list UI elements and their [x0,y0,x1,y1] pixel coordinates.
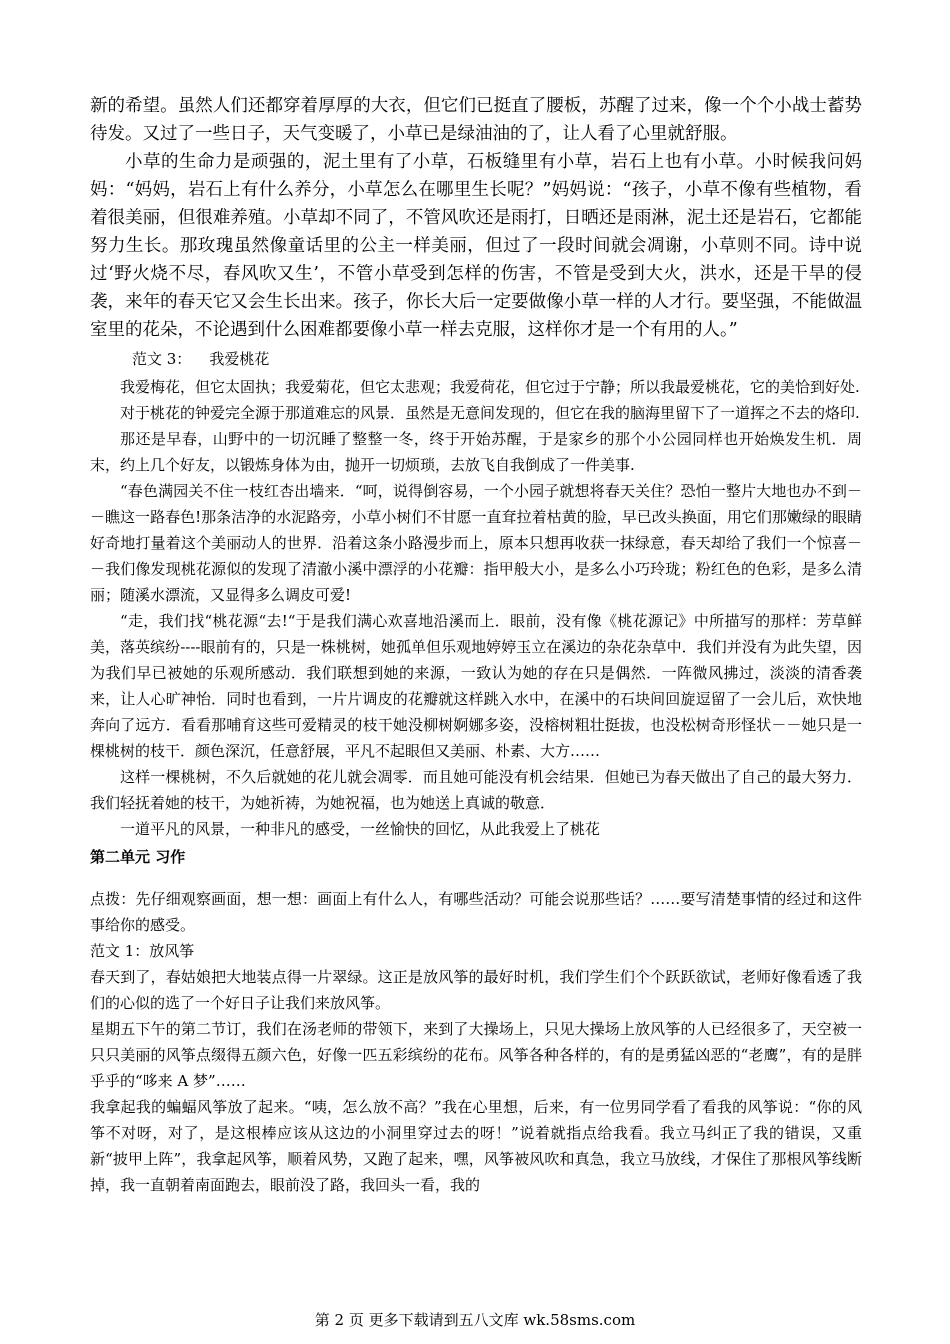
essay-title-text: 我爱桃花 [209,350,270,368]
paragraph: 一道平凡的风景，一种非凡的感受，一丝愉快的回忆，从此我爱上了桃花 [120,820,601,838]
paragraph: 这样一棵桃树，不久后就她的花儿就会凋零．而且她可能没有机会结果．但她已为春天做出了自己的最大努力．我们轻抚着她的枝干，为她祈祷，为她祝福，也为她送上真诚的敬意． [90,768,862,812]
paragraph: 我拿起我的蝙蝠风筝放了起来。“咦，怎么放不高？”我在心里想，后来，有一位男同学看了看我的风筝说：“你的风筝不对呀，对了，是这根棒应该从这边的小洞里穿过去的呀！”说着就指点给我看。我立马纠正了我的错误，又重新“披甲上阵”，我拿起风筝，顺着风势，又跑了起来，嘿，风筝被风吹和真急，我立马放线，才保住了那根风筝线断掉，我一直朝着南面跑去，眼前没了路，我回头一看，我的 [90,1098,862,1194]
page-footer: 第 2 页 更多下载请到五八文库 wk.58sms.com [314,1311,636,1329]
paragraph: 春天到了，春姑娘把大地装点得一片翠绿。这正是放风筝的最好时机，我们学生们个个跃跃欲试，老师好像看透了我们的心似的选了一个好日子让我们来放风筝。 [90,968,862,1012]
paragraph: “春色满园关不住一枝红杏出墙来．“呵，说得倒容易，一个小园子就想将春天关住？恐怕一整片大地也办不到－－瞧这一路春色!那条洁净的水泥路旁，小草小树们不甘愿一直耷拉着枯黄的脸，早已改头换面，用它们那嫩绿的眼睛好奇地打量着这个美丽动人的世界．沿着这条小路漫步而上，原本只想再收获一抹绿意，春天却给了我们一个惊喜－－我们像发现桃花源似的发现了清澈小溪中漂浮的小花瓣：指甲般大小，是多么小巧玲珑；粉红色的色彩，是多么清丽；随溪水漂流，又显得多么调皮可爱! [90,482,862,604]
paragraph: 我爱梅花，但它太固执；我爱菊花，但它太悲观；我爱荷花，但它过于宁静；所以我最爱桃花，它的美恰到好处. [120,378,860,396]
essay-label: 范文 3： [132,350,192,368]
essay-title [90,346,862,372]
paragraph: 对于桃花的钟爱完全源于那道难忘的风景．虽然是无意间发现的，但它在我的脑海里留下了一道挥之不去的烙印. [120,404,860,422]
paragraph: 星期五下午的第二节订，我们在汤老师的带领下，来到了大操场上，只见大操场上放风筝的人已经很多了，天空被一只只美丽的风筝点缀得五颜六色，好像一匹五彩缤纷的花布。风筝各种各样的，有的是勇猛凶恶的“老鹰”，有的是胖乎乎的“哆来 A 梦”…… [90,1020,862,1090]
paragraph: 那还是早春，山野中的一切沉睡了整整一冬，终于开始苏醒，于是家乡的那个小公园同样也开始焕发生机．周末，约上几个好友，以锻炼身体为由，抛开一切烦琐，去放飞自我倒成了一件美事. [90,430,862,474]
tip-paragraph: 点拨：先仔细观察画面，想一想：画面上有什么人，有哪些活动？可能会说那些话？……要写清楚事情的经过和这件事给你的感受。 [90,890,862,934]
paragraph: “走，我们找“桃花源“去!“于是我们满心欢喜地沿溪而上．眼前，没有像《桃花源记》中所描写的那样：芳草鲜美，落英缤纷----眼前有的，只是一株桃树，她孤单但乐观地婷婷玉立在溪边的杂花杂草中．我们并没有为此失望，因为我们早已被她的乐观所感动．我们联想到她的来源，一致认为她的存在只是偶然．一阵微风拂过，淡淡的清香袭来，让人心旷神怡．同时也看到，一片片调皮的花瓣就这样跳入水中，在溪中的石块间回旋逗留了一会儿后，欢快地奔向了远方．看看那哺育这些可爱精灵的枝干她没柳树婀娜多姿，没榕树粗壮挺拔，也没松树奇形怪状－－她只是一棵桃树的枝干．颜色深沉，任意舒展，平凡不起眼但又美丽、朴素、大方…… [90,612,862,760]
paragraph: 小草的生命力是顽强的，泥土里有了小草，石板缝里有小草，岩石上也有小草。小时候我问妈妈：“妈妈，岩石上有什么养分，小草怎么在哪里生长呢？”妈妈说：“孩子，小草不像有些植物，看着很美丽，但很难养殖。小草却不同了，不管风吹还是雨打，日晒还是雨淋，泥土还是岩石，它都能努力生长。那玫瑰虽然像童话里的公主一样美丽，但过了一段时间就会凋谢，小草则不同。诗中说过‘野火烧不尽，春风吹又生’，不管小草受到怎样的伤害，不管是受到大火，洪水，还是干旱的侵袭，来年的春天它又会生长出来。孩子，你长大后一定要做像小草一样的人才行。要坚强，不能做温室里的花朵，不论遇到什么困难都要像小草一样去克服，这样你才是一个有用的人。” [90,152,862,340]
essay-title: 范文 1：放风筝 [90,942,195,960]
paragraph: 新的希望。虽然人们还都穿着厚厚的大衣，但它们已挺直了腰板，苏醒了过来，像一个个小战士蓄势待发。又过了一些日子，天气变暖了，小草已是绿油油的了，让人看了心里就舒服。 [90,96,862,144]
section-heading: 第二单元 习作 [90,848,186,866]
